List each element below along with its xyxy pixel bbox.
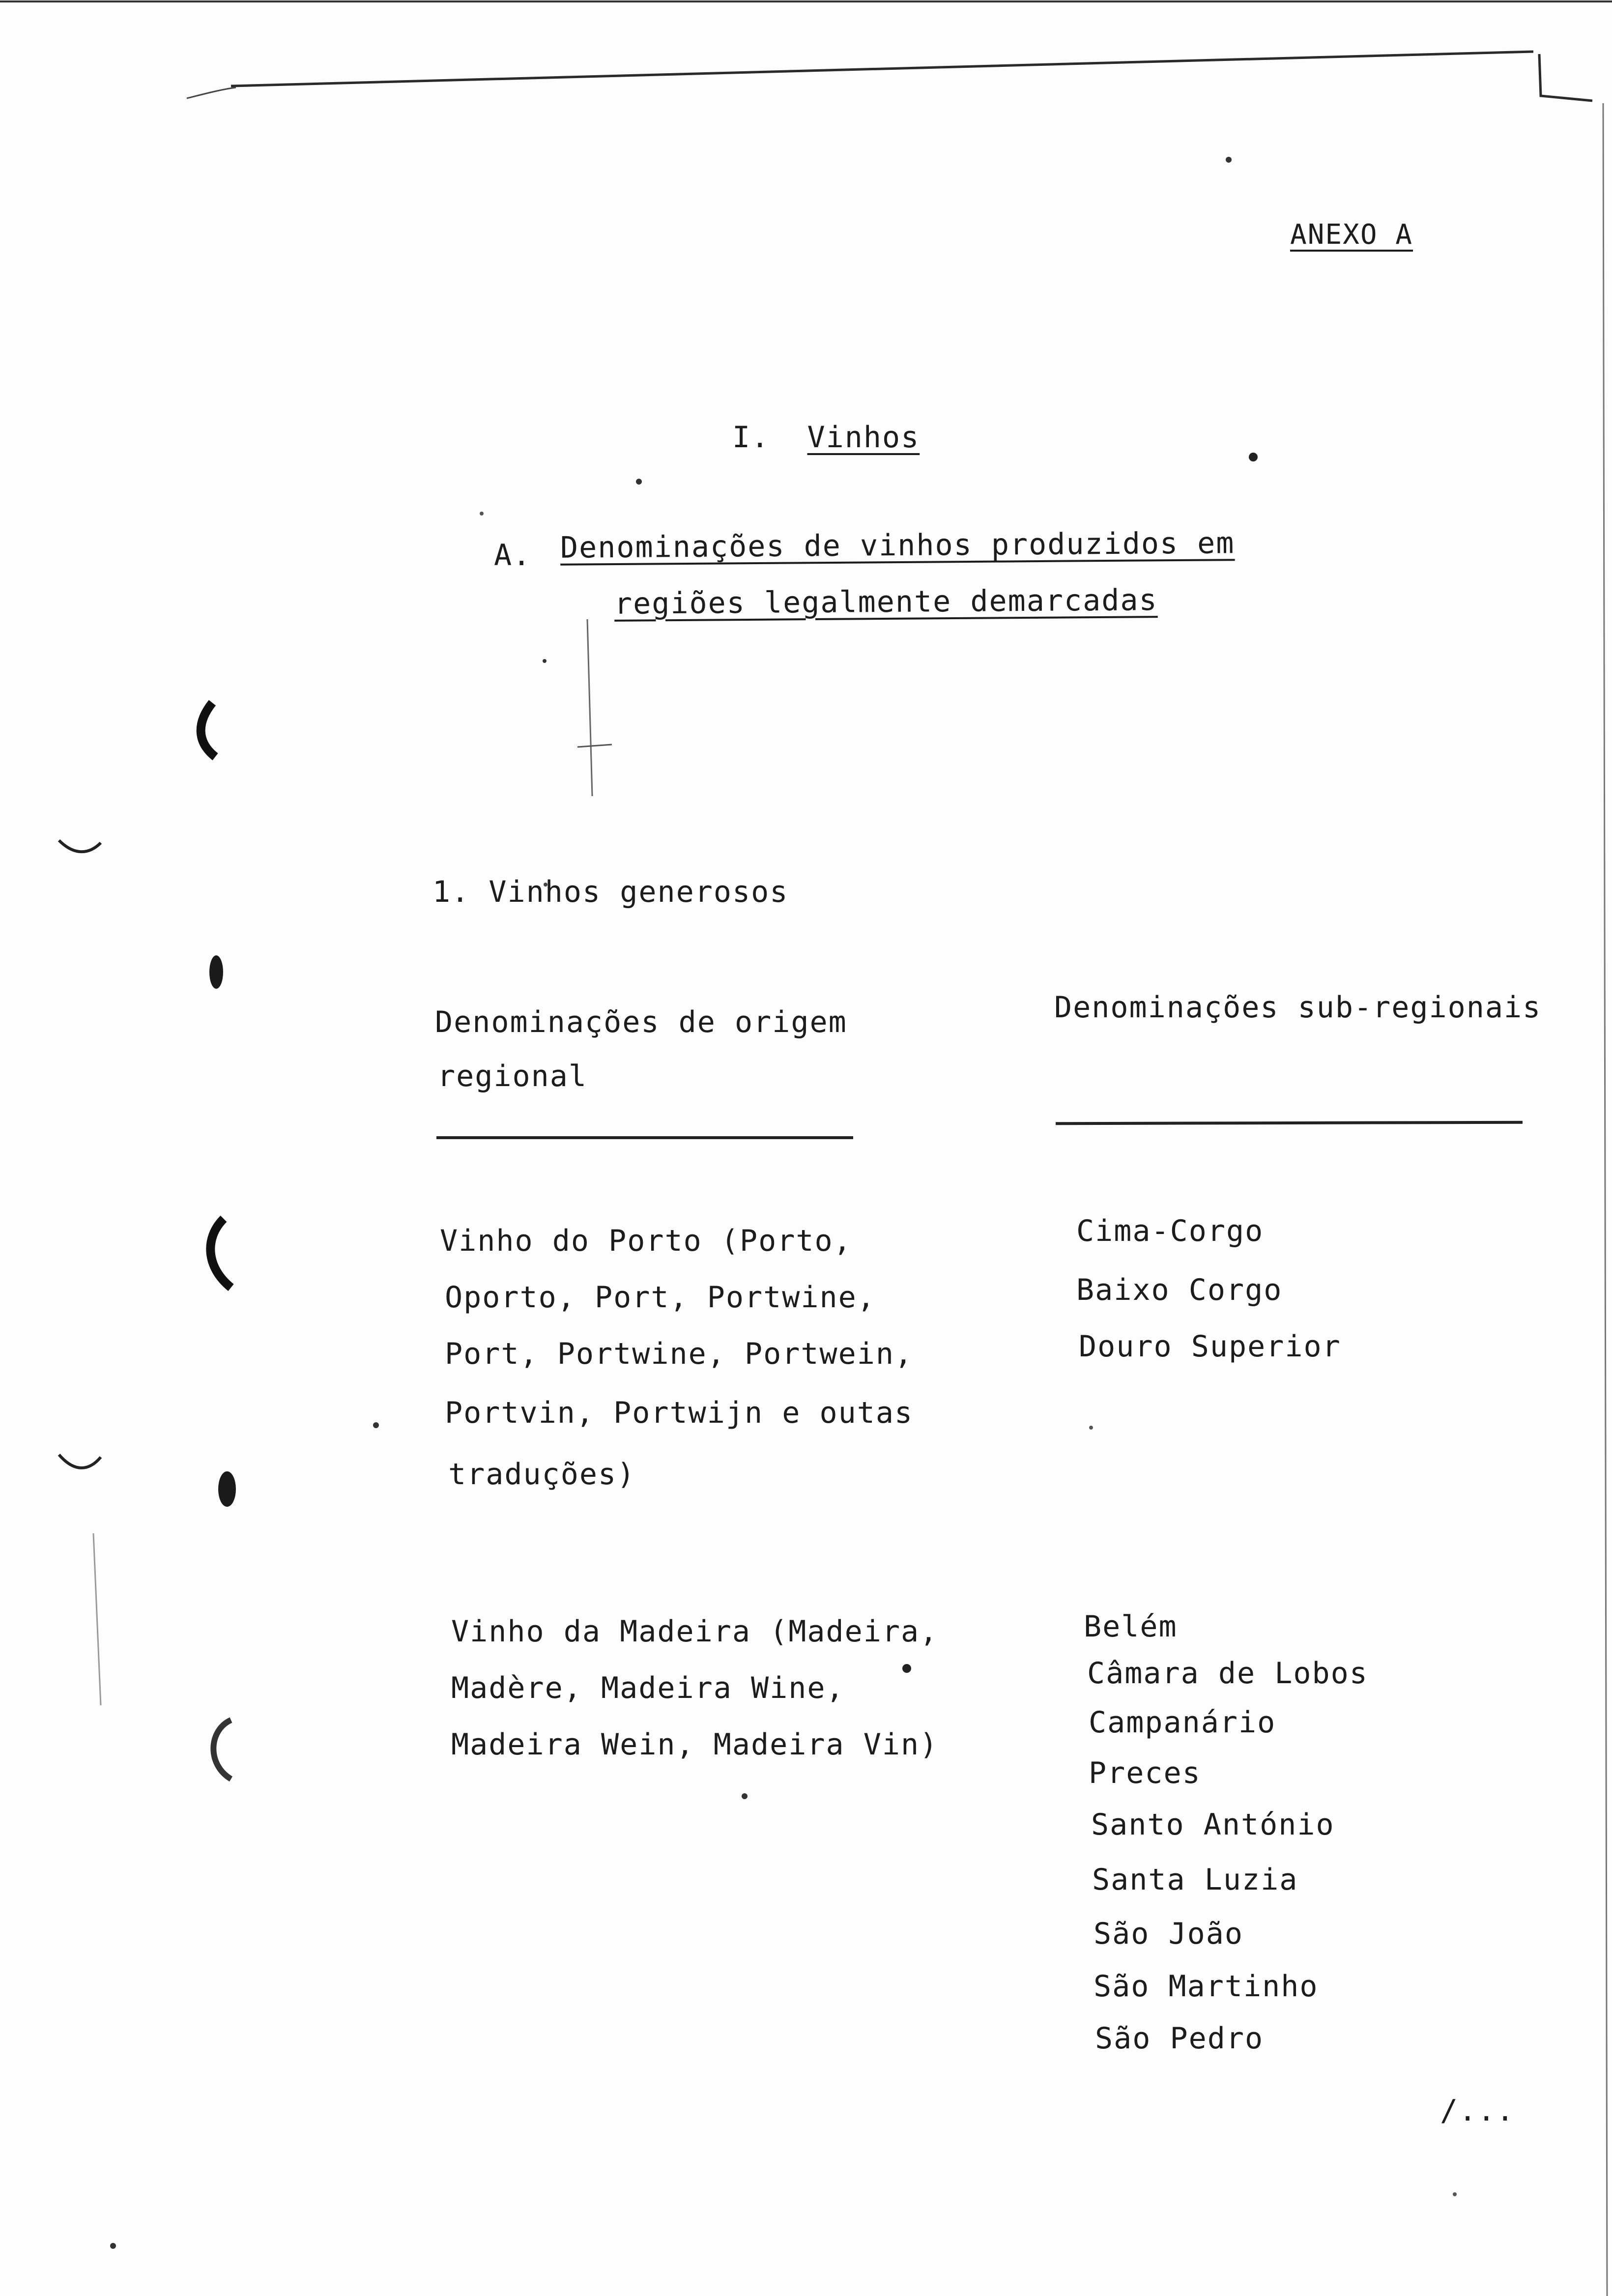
- header-rule-left: [436, 1136, 853, 1139]
- subregional-denomination: Preces: [1089, 1756, 1201, 1790]
- category-title: Vinhos generosos: [489, 875, 789, 909]
- regional-denomination-line: Portvin, Portwijn e outas: [445, 1396, 914, 1430]
- subregional-denomination: Belém: [1084, 1609, 1178, 1644]
- category-heading: [432, 877, 788, 907]
- regional-denomination-line: Madeira Wein, Madeira Vin): [451, 1727, 939, 1762]
- section-heading: [732, 420, 920, 455]
- subsection-letter: A.: [494, 538, 532, 573]
- regional-denomination-line: Oporto, Port, Portwine,: [445, 1280, 876, 1315]
- section-numeral: I.: [732, 420, 770, 455]
- subregional-denomination: Campanário: [1089, 1705, 1276, 1740]
- regional-denomination-line: Port, Portwine, Portwein,: [445, 1337, 914, 1371]
- subregional-denomination: Baixo Corgo: [1076, 1273, 1283, 1307]
- subregional-denomination: São Pedro: [1095, 2021, 1264, 2056]
- continuation-mark: /...: [1440, 2094, 1515, 2128]
- subregional-denomination: São Martinho: [1094, 1969, 1319, 2004]
- section-title: Vinhos: [807, 420, 920, 455]
- subregional-denomination: São João: [1094, 1917, 1243, 1951]
- subregional-denomination: Cima-Corgo: [1076, 1214, 1264, 1248]
- subsection-title-line2: regiões legalmente demarcadas: [614, 583, 1158, 621]
- subregional-denomination: Douro Superior: [1079, 1329, 1341, 1364]
- subsection-title-line1: Denominações de vinhos produzidos em: [560, 526, 1235, 565]
- subregional-denomination: Santa Luzia: [1092, 1863, 1298, 1897]
- regional-denomination-line: Vinho do Porto (Porto,: [440, 1224, 852, 1258]
- category-number: 1.: [432, 875, 470, 909]
- subregional-denomination: Câmara de Lobos: [1087, 1656, 1368, 1691]
- regional-denomination-line: Madère, Madeira Wine,: [451, 1671, 845, 1705]
- header-regional-line2: regional: [437, 1059, 587, 1093]
- subregional-denomination: Santo António: [1091, 1808, 1335, 1842]
- header-regional-line1: Denominações de origem: [435, 1005, 847, 1039]
- regional-denomination-line: Vinho da Madeira (Madeira,: [451, 1614, 939, 1649]
- annex-label: ANEXO A: [1290, 219, 1413, 251]
- regional-denomination-line: traduções): [448, 1457, 636, 1492]
- header-subregional: Denominações sub-regionais: [1054, 990, 1542, 1025]
